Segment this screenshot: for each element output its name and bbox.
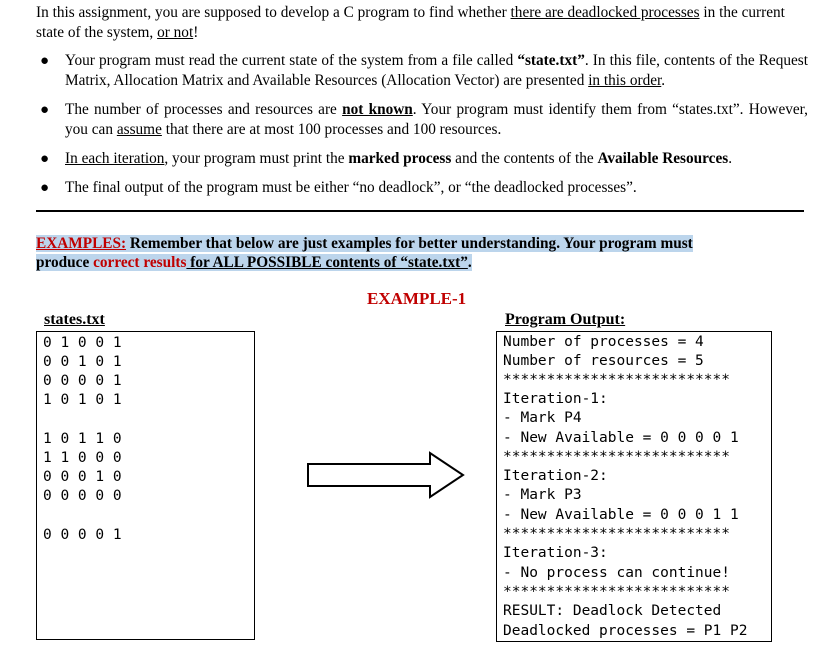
output-separator: ************************** <box>503 526 730 542</box>
available-row: 0 0 0 0 1 <box>43 527 122 543</box>
example-title: EXAMPLE-1 <box>367 289 467 308</box>
intro-deadlock-phrase: there are deadlocked processes <box>510 4 700 21</box>
request-row: 1 0 1 0 1 <box>43 392 122 408</box>
section-divider <box>36 210 804 212</box>
allocation-row: 1 1 0 0 0 <box>43 450 122 466</box>
requirement-item-4: ● The final output of the program must be either “no deadlock”, or “the deadlocked processes”. <box>40 179 637 196</box>
output-line: Number of processes = 4 <box>503 334 704 350</box>
not-known-phrase: not known <box>342 101 413 118</box>
right-arrow-icon <box>307 451 465 499</box>
allocation-row: 0 0 0 0 0 <box>43 488 122 504</box>
output-line: - New Available = 0 0 0 0 1 <box>503 430 739 446</box>
output-result-line: RESULT: Deadlock Detected <box>503 603 722 619</box>
output-line: Number of resources = 5 <box>503 353 704 369</box>
output-separator: ************************** <box>503 449 730 465</box>
request-row: 0 1 0 0 1 <box>43 335 122 351</box>
output-line: Iteration-2: <box>503 468 608 484</box>
bullet-dot-icon: ● <box>40 102 50 118</box>
requirements-list <box>36 51 808 207</box>
output-result-line: Deadlocked processes = P1 P2 <box>503 623 748 639</box>
output-separator: ************************** <box>503 584 730 600</box>
bullet-dot-icon: ● <box>40 151 50 167</box>
requirement-item-3: ● In each iteration, your program must print the marked process and the contents of the Available Resources. <box>40 150 733 167</box>
output-line: - Mark P3 <box>503 487 582 503</box>
request-row: 0 0 1 0 1 <box>43 354 122 370</box>
bullet-dot-icon: ● <box>40 180 50 196</box>
examples-note-line-2: produce correct results for ALL POSSIBLE contents of “state.txt”. <box>36 254 472 271</box>
allocation-row: 0 0 0 1 0 <box>43 469 122 485</box>
intro-text-1: In this assignment, you are supposed to develop a C program to find whether <box>36 4 511 21</box>
intro-text-2: in the current state of the system, <box>36 4 785 41</box>
program-output-label: Program Output: <box>505 311 626 328</box>
request-row: 0 0 0 0 1 <box>43 373 122 389</box>
requirement-item-1: ● Your program must read the current state of the system from a file called “state.txt”. In this file, contents of the Request Matrix, Allocation Matrix and Available Resources (Allocation Vector) are presented in this order. <box>40 52 808 89</box>
output-line: Iteration-3: <box>503 545 608 561</box>
input-file-label: states.txt <box>44 311 105 328</box>
bullet-dot-icon: ● <box>40 53 50 69</box>
output-line: Iteration-1: <box>503 391 608 407</box>
intro-or-not: or not <box>157 24 194 41</box>
intro-text-3: ! <box>193 24 199 41</box>
examples-label: EXAMPLES: <box>36 235 127 252</box>
output-separator: ************************** <box>503 372 730 388</box>
output-line: - Mark P4 <box>503 410 582 426</box>
state-file-name: “state.txt” <box>517 52 585 69</box>
intro-paragraph <box>36 3 808 43</box>
examples-note-line-1: EXAMPLES: Remember that below are just examples for better understanding. Your program must <box>36 235 693 252</box>
program-output-box <box>496 331 772 642</box>
output-line: - No process can continue! <box>503 565 730 581</box>
requirement-item-2: ● The number of processes and resources are not known. Your program must identify them from “states.txt”. However, you can assume that there are at most 100 processes and 100 resources. <box>40 101 808 138</box>
output-line: - New Available = 0 0 0 1 1 <box>503 507 739 523</box>
input-file-box <box>36 331 255 640</box>
allocation-row: 1 0 1 1 0 <box>43 431 122 447</box>
